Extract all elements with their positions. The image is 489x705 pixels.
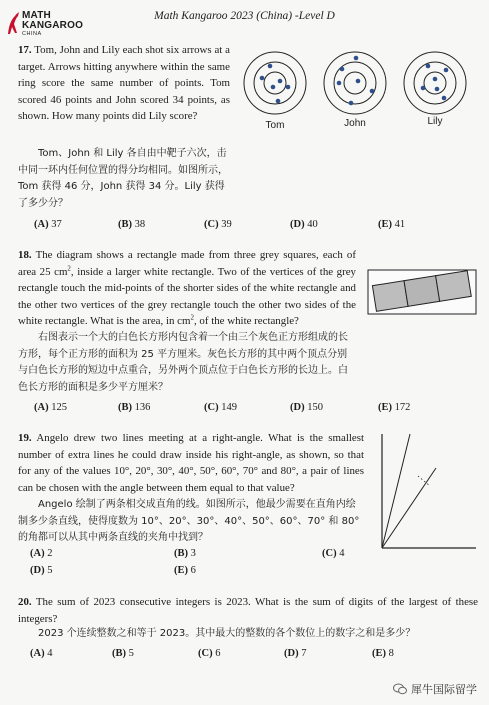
q20-option-d[interactable]: (D) 7 <box>284 648 307 659</box>
q18-option-a[interactable]: (A) 125 <box>34 402 67 413</box>
q18-option-e[interactable]: (E) 172 <box>378 402 411 413</box>
target-tom <box>244 52 306 131</box>
q17-question: Tom, John and Lily each shot six arrows at a target. Arrows hitting anywhere within the same ring score the same number of points. Tom scored 46 points and John scored 34 points, as shown. How many points did Lily score? <box>18 44 230 122</box>
q19-option-d[interactable]: (D) 5 <box>30 565 53 576</box>
logo-text-kangaroo: KANGAROO <box>22 20 84 31</box>
target-label-lily: Lily <box>427 116 443 127</box>
logo-text-math: MATH <box>22 10 51 21</box>
q18-rectangle-figure <box>364 262 480 322</box>
q18-text-en: 18. The diagram shows a rectangle made from three grey squares, each of area 25 $cm^2$, inside a larger white rectangle. Two of the vertices of the grey rectangle touch the mid-points of the shorter sides of the white rectangle and the other two vertices of the grey rectangle touch the other two sides of the white rectangle. What is the area, in $cm^2$, of the white rectangle? <box>18 249 356 327</box>
q20-text-zh: 2023 个连续整数之和等于 2023。其中最大的整数的各个数位上的数字之和是多少？ <box>38 628 416 639</box>
q19-text-zh: Angelo 绘制了两条相交成直角的线。如图所示，他最少需要在直角内绘制多少条直线，使得度数为 10°、20°、30°、40°、50°、60°、70° 和 80° 的角都可以从其中两条直线的夹角中找到？ <box>18 499 360 543</box>
q19-option-e[interactable]: (E) 6 <box>174 565 196 576</box>
target-label-john: John <box>344 118 366 129</box>
q18-number: 18. <box>18 249 32 261</box>
q18-option-b[interactable]: (B) 136 <box>118 402 151 413</box>
q17-number: 17. <box>18 44 32 56</box>
q19-option-c[interactable]: (C) 4 <box>322 548 345 559</box>
q19-option-b[interactable]: (B) 3 <box>174 548 196 559</box>
target-label-tom: Tom <box>265 120 285 131</box>
q17-option-a[interactable]: (A) 37 <box>34 219 62 230</box>
q17-option-b[interactable]: (B) 38 <box>118 219 146 230</box>
target-john <box>324 52 386 129</box>
wechat-icon <box>393 683 407 695</box>
q20-option-c[interactable]: (C) 6 <box>198 648 221 659</box>
watermark-text: 犀牛国际留学 <box>411 683 477 696</box>
q17-option-d[interactable]: (D) 40 <box>290 219 318 230</box>
q19-text-en: 19. Angelo drew two lines meeting at a right-angle. What is the smallest number of extra lines he could draw inside his right-angle, as shown, so that for any of the values 10°, 20°, 30°, 40°, 50°, 60°, 70° and 80°, a pair of lines can be chosen with the angle between them equal to that value? <box>18 432 364 494</box>
q20-number: 20. <box>18 596 32 608</box>
q17-option-e[interactable]: (E) 41 <box>378 219 406 230</box>
q18-text-zh: 右图表示一个大的白色长方形内包含着一个由三个灰色正方形组成的长方形，每个正方形的面积为 25 平方厘米。灰色长方形的其中两个顶点分别与白色长方形的短边中点重合，另外两个顶点位于白色长方形的长边上。白色长方形的面积是多少平方厘米？ <box>18 332 348 393</box>
q19-right-angle-figure <box>376 430 480 554</box>
q20-option-e[interactable]: (E) 8 <box>372 648 394 659</box>
q17-text-en <box>18 42 230 125</box>
logo-text-china: CHINA <box>22 31 42 37</box>
q17-text-zh: Tom、John 和 Lily 各自由中靶子六次，击中同一环内任何位置的得分均相同。如图所示，Tom 获得 46 分，John 获得 34 分。Lily 获得了多少分？ <box>18 148 228 209</box>
q20-option-a[interactable]: (A) 4 <box>30 648 53 659</box>
page-title: Math Kangaroo 2023 (China) -Level D <box>154 10 335 22</box>
q20-text-en: 20. The sum of 2023 consecutive integers is 2023. What is the sum of digits of the largest of these integers? <box>18 596 478 625</box>
q20-option-b[interactable]: (B) 5 <box>112 648 134 659</box>
q19-number: 19. <box>18 432 32 444</box>
q18-option-c[interactable]: (C) 149 <box>204 402 237 413</box>
q19-option-a[interactable]: (A) 2 <box>30 548 53 559</box>
watermark <box>393 681 477 697</box>
q17-option-c[interactable]: (C) 39 <box>204 219 232 230</box>
q17-targets-figure <box>238 48 480 132</box>
q18-option-d[interactable]: (D) 150 <box>290 402 323 413</box>
target-lily <box>404 52 466 127</box>
